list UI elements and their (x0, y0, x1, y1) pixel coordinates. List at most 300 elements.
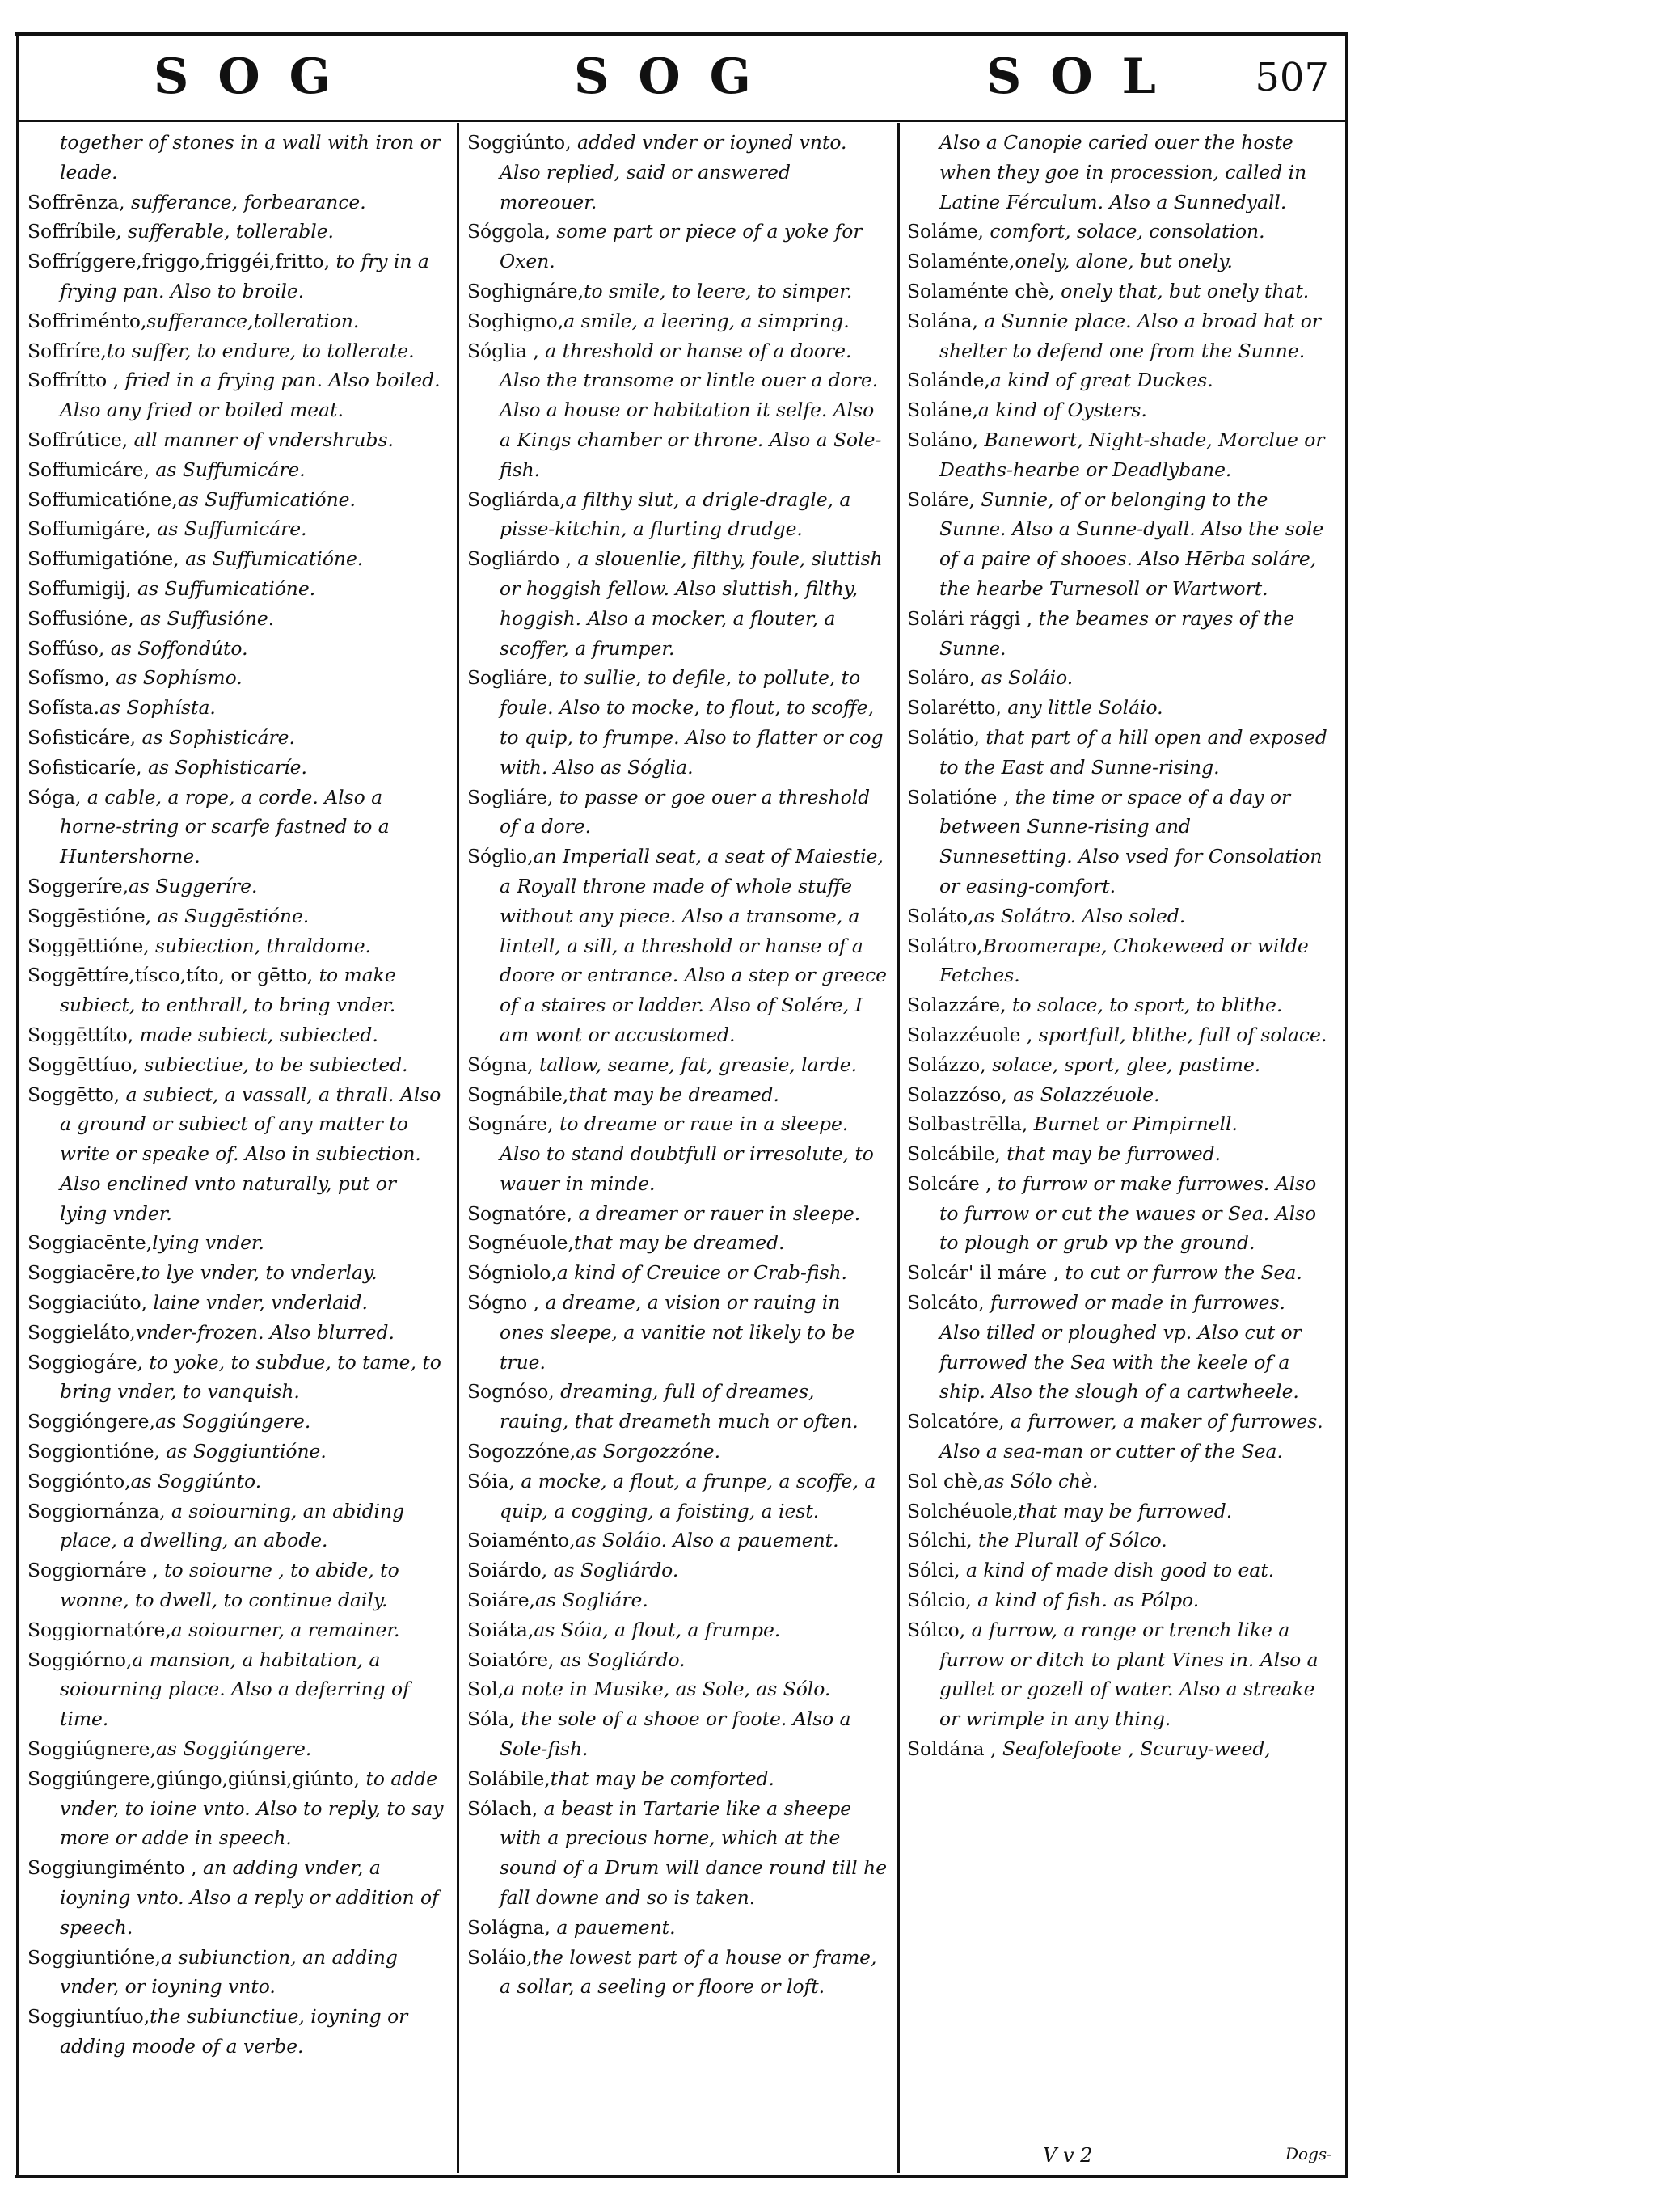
entry-definition: onely that, but onely that. (1054, 279, 1310, 302)
entry-headword: Solcáto, (907, 1291, 985, 1315)
entry-definition: the Plurall of Sólco. (972, 1529, 1167, 1552)
entry-headword: Soggiaciúto, (27, 1291, 148, 1315)
entry-headword: Sogliáre, (467, 666, 554, 690)
dictionary-entry (27, 604, 448, 634)
entry-headword: Sofísmo, (27, 666, 110, 690)
entry-headword: Sólchi, (907, 1529, 973, 1552)
dictionary-entry (907, 783, 1327, 901)
entry-headword: Soffríggere,friggo,friggéi,fritto, (27, 250, 331, 273)
entry-definition: to sullie, to defile, to pollute, to foule. Also to mocke, to flout, to scoffe, to quip, to frumpe. Also to flatter or cog with. Also as Sóglia. (500, 666, 884, 779)
dictionary-entry (467, 1526, 888, 1556)
signature-mark: V v 2 (1043, 2144, 1093, 2167)
dictionary-entry (27, 1437, 448, 1467)
entry-headword: Soláno, (907, 428, 979, 451)
entry-definition: a filthy slut, a drigle-dragle, a pisse-kitchin, a flurting drudge. (500, 488, 851, 541)
dictionary-entry (907, 1734, 1327, 1764)
entry-headword: Soggiúngere,giúngo,giúnsi,giúnto, (27, 1767, 361, 1790)
column-2 (467, 128, 888, 2002)
entry-definition: as Suffusióne. (133, 606, 275, 630)
dictionary-entry (907, 485, 1327, 604)
entry-headword: Sóglio, (467, 845, 534, 868)
dictionary-entry (907, 1109, 1327, 1139)
dictionary-entry (907, 1556, 1327, 1585)
dictionary-entry (907, 276, 1327, 306)
dictionary-entry (27, 1050, 448, 1080)
dictionary-entry (907, 217, 1327, 247)
entry-headword: Soffriménto, (27, 309, 147, 332)
entry-headword: Soffrítto , (27, 369, 120, 392)
entry-definition: that may be furrowed. (1018, 1499, 1233, 1522)
entry-definition: that part of a hill open and exposed to the East and Sunne-rising. (939, 725, 1327, 779)
entry-definition: as Sophísmo. (109, 666, 243, 690)
entry-definition: the subiunctiue, ioyning or adding moode of a verbe. (60, 2005, 408, 2058)
dictionary-entry (27, 485, 448, 515)
entry-definition: solace, sport, glee, pastime. (985, 1053, 1261, 1076)
dictionary-entry (27, 753, 448, 783)
dictionary-entry (27, 1348, 448, 1408)
entry-headword: Soffusióne, (27, 606, 134, 630)
dictionary-entry (27, 901, 448, 931)
entry-headword: Soiaménto, (467, 1529, 576, 1552)
dictionary-entry (907, 1615, 1327, 1734)
entry-headword: Sólcio, (907, 1589, 972, 1612)
entry-definition: that may be dreamed. (568, 1083, 779, 1106)
entry-headword: Soffrútice, (27, 428, 129, 451)
dictionary-entry (467, 1704, 888, 1764)
entry-headword: Solcábile, (907, 1142, 1001, 1166)
entry-definition: a mansion, a habitation, a soiourning place. Also a deferring of time. (60, 1648, 410, 1731)
dictionary-entry (907, 931, 1327, 991)
entry-definition: subiection, thraldome. (149, 934, 371, 957)
dictionary-entry (907, 1407, 1327, 1467)
entry-definition: as Soffondúto. (104, 636, 248, 660)
dictionary-entry (27, 1407, 448, 1437)
entry-definition: dreaming, full of dreames, rauing, that dreameth much or often. (500, 1380, 859, 1433)
entry-headword: Sogliárda, (467, 488, 566, 511)
entry-definition: as Suggeríre. (129, 874, 258, 897)
entry-definition: sportfull, blithe, full of solace. (1032, 1023, 1327, 1046)
dictionary-entry (27, 872, 448, 901)
entry-headword: Solátro, (907, 934, 983, 957)
dictionary-entry (907, 723, 1327, 783)
dictionary-entry (27, 455, 448, 485)
dictionary-entry (27, 128, 448, 188)
entry-definition: tallow, seame, fat, greasie, larde. (533, 1053, 858, 1076)
dictionary-entry (27, 544, 448, 574)
entry-definition: as Soggiúngere. (155, 1737, 312, 1761)
page-number: 507 (1255, 55, 1329, 100)
entry-definition: sufferance, forbearance. (124, 190, 366, 213)
dictionary-entry (27, 693, 448, 723)
entry-definition: as Soláio. Also a pauement. (575, 1529, 839, 1552)
entry-headword: Sógniolo, (467, 1261, 557, 1285)
dictionary-entry (907, 395, 1327, 425)
entry-headword: Sólach, (467, 1796, 538, 1820)
dictionary-entry (467, 306, 888, 336)
dictionary-entry (467, 544, 888, 663)
dictionary-entry (27, 306, 448, 336)
entry-headword: Soggēttíre,tísco,títo, or gētto, (27, 964, 314, 987)
entry-headword: Soláto, (907, 904, 974, 927)
dictionary-entry (467, 128, 888, 217)
entry-headword: Soggióngere, (27, 1410, 155, 1433)
entry-headword: Soggiúgnere, (27, 1737, 156, 1761)
entry-headword: Sógna, (467, 1053, 534, 1076)
entry-headword: Soiárdo, (467, 1559, 548, 1582)
entry-definition: as Soggiúngere. (154, 1410, 311, 1433)
dictionary-entry (27, 1080, 448, 1229)
header-right: SOL (986, 49, 1185, 105)
header-left: SOG (154, 49, 360, 105)
entry-headword: Solánde, (907, 369, 990, 392)
dictionary-entry (907, 1020, 1327, 1050)
entry-headword: Soggēttióne, (27, 934, 150, 957)
dictionary-entry (467, 1199, 888, 1229)
dictionary-entry (27, 1943, 448, 2003)
dictionary-entry (27, 1556, 448, 1615)
entry-definition: furrowed or made in furrowes. Also tilled or ploughed vp. Also cut or furrowed the Sea with the keele of a ship. Also the slough of a cartwheele. (939, 1291, 1302, 1404)
entry-definition: as Sophisticaríe. (141, 755, 307, 779)
dictionary-entry (27, 723, 448, 753)
dictionary-entry (27, 1258, 448, 1288)
dictionary-entry (907, 1288, 1327, 1407)
entry-definition: as Sophisticáre. (136, 725, 295, 749)
dictionary-entry (467, 1764, 888, 1794)
entry-headword: Sognatóre, (467, 1201, 573, 1225)
entry-definition: a kind of Oysters. (977, 399, 1147, 422)
dictionary-entry (467, 1080, 888, 1110)
entry-definition: Sunnie, of or belonging to the Sunne. Also a Sunne-dyall. Also the sole of a paire of shooes. Also Hērba soláre, the hearbe Turnesoll or Wartwort. (939, 488, 1324, 600)
entry-headword: Solaménte, (907, 250, 1015, 273)
entry-definition: made subiect, subiected. (133, 1023, 378, 1046)
entry-headword: Solarétto, (907, 696, 1002, 720)
entry-definition: a threshold or hanse of a doore. Also the transome or lintle ouer a dore. Also a house or habitation it selfe. Also a Kings chamber or throne. Also a Sole-fish. (500, 339, 882, 481)
entry-definition: vnder-frozen. Also blurred. (135, 1320, 395, 1344)
dictionary-entry (27, 783, 448, 872)
dictionary-entry (907, 1050, 1327, 1080)
entry-headword: Soggēstióne, (27, 904, 152, 927)
entry-definition: as Solátro. Also soled. (973, 904, 1186, 927)
entry-headword: Soláre, (907, 488, 975, 511)
column-separator (457, 123, 459, 2173)
entry-definition: a pauement. (550, 1915, 676, 1939)
entry-definition: to lye vnder, to vnderlay. (141, 1261, 378, 1285)
entry-definition: to smile, to leere, to simper. (584, 279, 853, 302)
dictionary-page (16, 32, 1350, 2183)
entry-headword: Sóga, (27, 785, 82, 808)
column-separator (897, 123, 900, 2173)
entry-definition: any little Soláio. (1001, 696, 1163, 720)
entry-headword: Sóggola, (467, 220, 551, 243)
dictionary-entry (27, 663, 448, 693)
entry-definition: as Sóia, a flout, a frumpe. (534, 1618, 781, 1641)
dictionary-entry (467, 1377, 888, 1437)
entry-headword: Soffríbile, (27, 220, 122, 243)
dictionary-entry (467, 1467, 888, 1526)
entry-definition: the time or space of a day or between Sunne-rising and Sunnesetting. Also vsed for Consolation or easing-comfort. (939, 785, 1323, 897)
entry-definition: comfort, solace, consolation. (984, 220, 1265, 243)
entry-headword: Soldána , (907, 1737, 997, 1761)
entry-headword: Soffrēnza, (27, 190, 125, 213)
entry-headword: Sognéuole, (467, 1231, 574, 1255)
entry-headword: Soggiungiménto , (27, 1856, 197, 1880)
entry-definition: as Suggēstióne. (151, 904, 310, 927)
entry-definition: laine vnder, vnderlaid. (147, 1291, 368, 1315)
entry-headword: Sol, (467, 1678, 504, 1701)
entry-headword: Sol chè, (907, 1469, 984, 1492)
dictionary-entry (467, 1050, 888, 1080)
dictionary-entry (27, 931, 448, 961)
entry-headword: Soláne, (907, 399, 978, 422)
entry-definition: a Sunnie place. Also a broad hat or shelter to defend one from the Sunne. (939, 309, 1321, 362)
entry-definition: the beames or rayes of the Sunne. (939, 606, 1295, 660)
entry-definition: a soiourning, an abiding place, a dwelling, an abode. (60, 1499, 405, 1552)
entry-headword: Sognábile, (467, 1083, 569, 1106)
entry-definition: Also a Canopie caried ouer the hoste when they goe in procession, called in Latine Férculum. Also a Sunnedyall. (939, 131, 1307, 213)
dictionary-entry (467, 1674, 888, 1704)
dictionary-entry (907, 1139, 1327, 1169)
dictionary-entry (907, 247, 1327, 276)
dictionary-entry (907, 1080, 1327, 1110)
entry-definition: a furrow, a range or trench like a furrow or ditch to plant Vines in. Also a gullet or gozell of water. Also a streake or wrimple in any thing. (939, 1618, 1319, 1731)
entry-definition: a kind of great Duckes. (990, 369, 1213, 392)
entry-definition: Banewort, Night-shade, Morclue or Deaths-hearbe or Deadlybane. (939, 428, 1325, 481)
entry-headword: Solána, (907, 309, 978, 332)
entry-headword: Soggēttíuo, (27, 1053, 138, 1076)
dictionary-entry (27, 336, 448, 366)
entry-definition: as Solazzéuole. (1006, 1083, 1160, 1106)
entry-definition: an Imperiall seat, a seat of Maiestie, a Royall throne made of whole stuffe without any piece. Also a transome, a lintell, a sill, a threshold or hanse of a doore or entrance. Also a step or greece of a staires or ladder. Also of Solére, I am wont or accustomed. (500, 845, 888, 1046)
dictionary-entry (467, 1109, 888, 1198)
entry-headword: Soggiuntíuo, (27, 2005, 150, 2028)
header-rule (16, 120, 1345, 122)
entry-headword: Sofisticáre, (27, 725, 137, 749)
entry-headword: Soggiornatóre, (27, 1618, 171, 1641)
entry-headword: Soggiacēnte, (27, 1231, 153, 1255)
dictionary-entry (27, 1645, 448, 1734)
catchword: Dogs- (1285, 2144, 1332, 2163)
entry-headword: Soggēttíto, (27, 1023, 134, 1046)
dictionary-entry (467, 663, 888, 782)
dictionary-entry (27, 425, 448, 455)
entry-definition: to dreame or raue in a sleepe. Also to stand doubtfull or irresolute, to wauer in minde. (500, 1112, 874, 1195)
dictionary-entry (27, 1496, 448, 1556)
dictionary-entry (467, 1794, 888, 1913)
entry-headword: Soffúso, (27, 636, 105, 660)
entry-headword: Soffumicáre, (27, 458, 150, 481)
dictionary-entry (467, 1556, 888, 1585)
dictionary-entry (27, 1020, 448, 1050)
entry-definition: a dreame, a vision or rauing in ones sleepe, a vanitie not likely to be true. (500, 1291, 855, 1374)
top-rule (15, 32, 1348, 36)
entry-definition: lying vnder. (152, 1231, 264, 1255)
dictionary-entry (907, 663, 1327, 693)
entry-definition: a note in Musike, as Sole, as Sólo. (504, 1678, 831, 1701)
entry-definition: that may be furrowed. (1000, 1142, 1222, 1166)
entry-definition: a subiunction, an adding vnder, or ioyning vnto. (60, 1945, 398, 1999)
dictionary-entry (467, 1437, 888, 1467)
entry-definition: a kind of fish. as Pólpo. (971, 1589, 1200, 1612)
entry-definition: to solace, to sport, to blithe. (1006, 994, 1283, 1017)
entry-headword: Soffríre, (27, 339, 107, 362)
entry-definition: as Suffumicáre. (150, 517, 307, 541)
entry-definition: a mocke, a flout, a frunpe, a scoffe, a quip, a cogging, a foisting, a iest. (500, 1469, 876, 1522)
dictionary-entry (27, 365, 448, 425)
entry-definition: Burnet or Pimpirnell. (1027, 1112, 1238, 1136)
entry-headword: Solázzo, (907, 1053, 986, 1076)
dictionary-entry (27, 2002, 448, 2062)
entry-headword: Sognáre, (467, 1112, 554, 1136)
entry-headword: Sólco, (907, 1618, 966, 1641)
entry-definition: that may be comforted. (550, 1767, 774, 1790)
dictionary-entry (907, 693, 1327, 723)
entry-definition: sufferable, tollerable. (121, 220, 334, 243)
dictionary-entry (27, 1853, 448, 1942)
entry-headword: Soggiacēre, (27, 1261, 141, 1285)
entry-headword: Soggētto, (27, 1083, 120, 1106)
dictionary-entry (907, 365, 1327, 395)
entry-definition: to cut or furrow the Sea. (1059, 1261, 1302, 1285)
dictionary-entry (27, 1288, 448, 1318)
entry-headword: Solcáre , (907, 1171, 992, 1195)
entry-definition: as Sophísta. (99, 696, 216, 720)
entry-headword: Solaménte chè, (907, 279, 1055, 302)
entry-headword: Sólci, (907, 1559, 960, 1582)
entry-definition: a furrower, a maker of furrowes. Also a sea-man or cutter of the Sea. (939, 1410, 1323, 1463)
entry-headword: Soggiornáre , (27, 1559, 158, 1582)
entry-headword: Soggeríre, (27, 874, 129, 897)
entry-headword: Soffumigatióne, (27, 547, 179, 571)
entry-headword: Sognóso, (467, 1380, 555, 1404)
entry-headword: Sogliárdo , (467, 547, 572, 571)
entry-headword: Soggiuntióne, (27, 1945, 161, 1969)
entry-definition: Seafolefoote , Scuruy-weed, (996, 1737, 1271, 1761)
dictionary-entry (467, 1943, 888, 2003)
entry-headword: Sógno , (467, 1291, 540, 1315)
entry-definition: as Soggiúnto. (130, 1469, 262, 1492)
entry-definition: a kind of Creuice or Crab-fish. (556, 1261, 847, 1285)
dictionary-entry (907, 128, 1327, 217)
entry-headword: Solcár' il máre , (907, 1261, 1060, 1285)
entry-definition: as Soláio. (975, 666, 1074, 690)
entry-headword: Solcatóre, (907, 1410, 1005, 1433)
dictionary-entry (27, 574, 448, 604)
entry-headword: Soiáta, (467, 1618, 534, 1641)
entry-definition: all manner of vndershrubs. (128, 428, 394, 451)
entry-headword: Soghignáre, (467, 279, 584, 302)
running-header (16, 40, 1342, 118)
entry-headword: Solazzáre, (907, 994, 1006, 1017)
entry-headword: Soggiogáre, (27, 1350, 143, 1374)
entry-definition: as Suffumicatióne. (179, 547, 364, 571)
dictionary-entry (27, 1615, 448, 1645)
dictionary-entry (27, 1764, 448, 1853)
dictionary-entry (27, 514, 448, 544)
dictionary-entry (27, 188, 448, 217)
entry-definition: a soiourner, a remainer. (171, 1618, 400, 1641)
entry-definition: a cable, a rope, a corde. Also a horne-string or scarfe fastned to a Huntershorne. (60, 785, 390, 868)
dictionary-entry (467, 1585, 888, 1615)
entry-definition: a smile, a leering, a simpring. (563, 309, 850, 332)
entry-headword: Sóia, (467, 1469, 515, 1492)
entry-headword: Sofisticaríe, (27, 755, 142, 779)
entry-definition: to soiourne , to abide, to wonne, to dwell, to continue daily. (60, 1559, 399, 1612)
entry-headword: Solári rággi , (907, 606, 1033, 630)
dictionary-entry (27, 1467, 448, 1496)
dictionary-entry (27, 960, 448, 1020)
dictionary-entry (907, 1496, 1327, 1526)
dictionary-entry (467, 276, 888, 306)
entry-headword: Soggiúnto, (467, 131, 572, 154)
entry-definition: to fry in a frying pan. Also to broile. (60, 250, 429, 302)
entry-definition: Broomerape, Chokeweed or wilde Fetches. (939, 934, 1309, 987)
entry-definition: to yoke, to subdue, to tame, to bring vnder, to vanquish. (60, 1350, 441, 1404)
entry-definition: to adde vnder, to ioine vnto. Also to reply, to say more or adde in speech. (60, 1767, 444, 1850)
entry-headword: Soláio, (467, 1945, 533, 1969)
entry-headword: Soffumicatióne, (27, 488, 178, 511)
entry-headword: Soiáre, (467, 1589, 535, 1612)
entry-definition: as Sogliárdo. (547, 1559, 679, 1582)
entry-definition: fried in a frying pan. Also boiled. Also any fried or boiled meat. (60, 369, 441, 422)
dictionary-entry (27, 634, 448, 664)
entry-headword: Soggieláto, (27, 1320, 136, 1344)
entry-definition: as Sorgozzóne. (576, 1440, 721, 1463)
entry-headword: Solatióne , (907, 785, 1010, 808)
entry-headword: Soffumigáre, (27, 517, 151, 541)
entry-headword: Soffumigij, (27, 576, 132, 600)
column-1 (27, 128, 448, 2062)
dictionary-entry (467, 485, 888, 545)
entry-headword: Soláro, (907, 666, 976, 690)
entry-definition: to make subiect, to enthrall, to bring vnder. (60, 964, 396, 1017)
entry-definition: as Sólo chè. (983, 1469, 1099, 1492)
entry-definition: as Sogliárdo. (554, 1648, 686, 1671)
dictionary-entry (467, 1288, 888, 1377)
entry-definition: as Suffumicatióne. (177, 488, 356, 511)
entry-definition: as Soggiuntióne. (160, 1440, 327, 1463)
dictionary-entry (907, 1526, 1327, 1556)
entry-definition: that may be dreamed. (573, 1231, 785, 1255)
entry-headword: Solazzóso, (907, 1083, 1007, 1106)
entry-headword: Soggiórno, (27, 1648, 133, 1671)
dictionary-entry (907, 1169, 1327, 1258)
dictionary-entry (907, 425, 1327, 485)
entry-headword: Sofísta. (27, 696, 100, 720)
entry-definition: as Suffumicatióne. (131, 576, 316, 600)
dictionary-entry (467, 1615, 888, 1645)
entry-headword: Sogliáre, (467, 785, 554, 808)
entry-definition: a slouenlie, filthy, foule, sluttish or hoggish fellow. Also sluttish, filthy, hoggish. Also a mocker, a flouter, a scoffer, a frumper. (500, 547, 883, 660)
dictionary-entry (907, 990, 1327, 1020)
dictionary-entry (907, 604, 1327, 664)
dictionary-entry (27, 247, 448, 306)
entry-headword: Solábile, (467, 1767, 551, 1790)
entry-definition: an adding vnder, a ioyning vnto. Also a reply or addition of speech. (60, 1856, 439, 1939)
dictionary-entry (467, 1228, 888, 1258)
header-middle: SOG (574, 49, 780, 105)
entry-headword: Solazzéuole , (907, 1023, 1033, 1046)
dictionary-entry (27, 217, 448, 247)
dictionary-entry (467, 336, 888, 485)
dictionary-entry (27, 1318, 448, 1348)
entry-definition: a kind of made dish good to eat. (960, 1559, 1275, 1582)
dictionary-entry (907, 1258, 1327, 1288)
dictionary-entry (467, 1645, 888, 1675)
entry-definition: to suffer, to endure, to tollerate. (106, 339, 415, 362)
entry-definition: added vnder or ioyned vnto. Also replied, said or answered moreouer. (500, 131, 847, 213)
entry-headword: Solátio, (907, 725, 980, 749)
column-3 (907, 128, 1327, 1764)
